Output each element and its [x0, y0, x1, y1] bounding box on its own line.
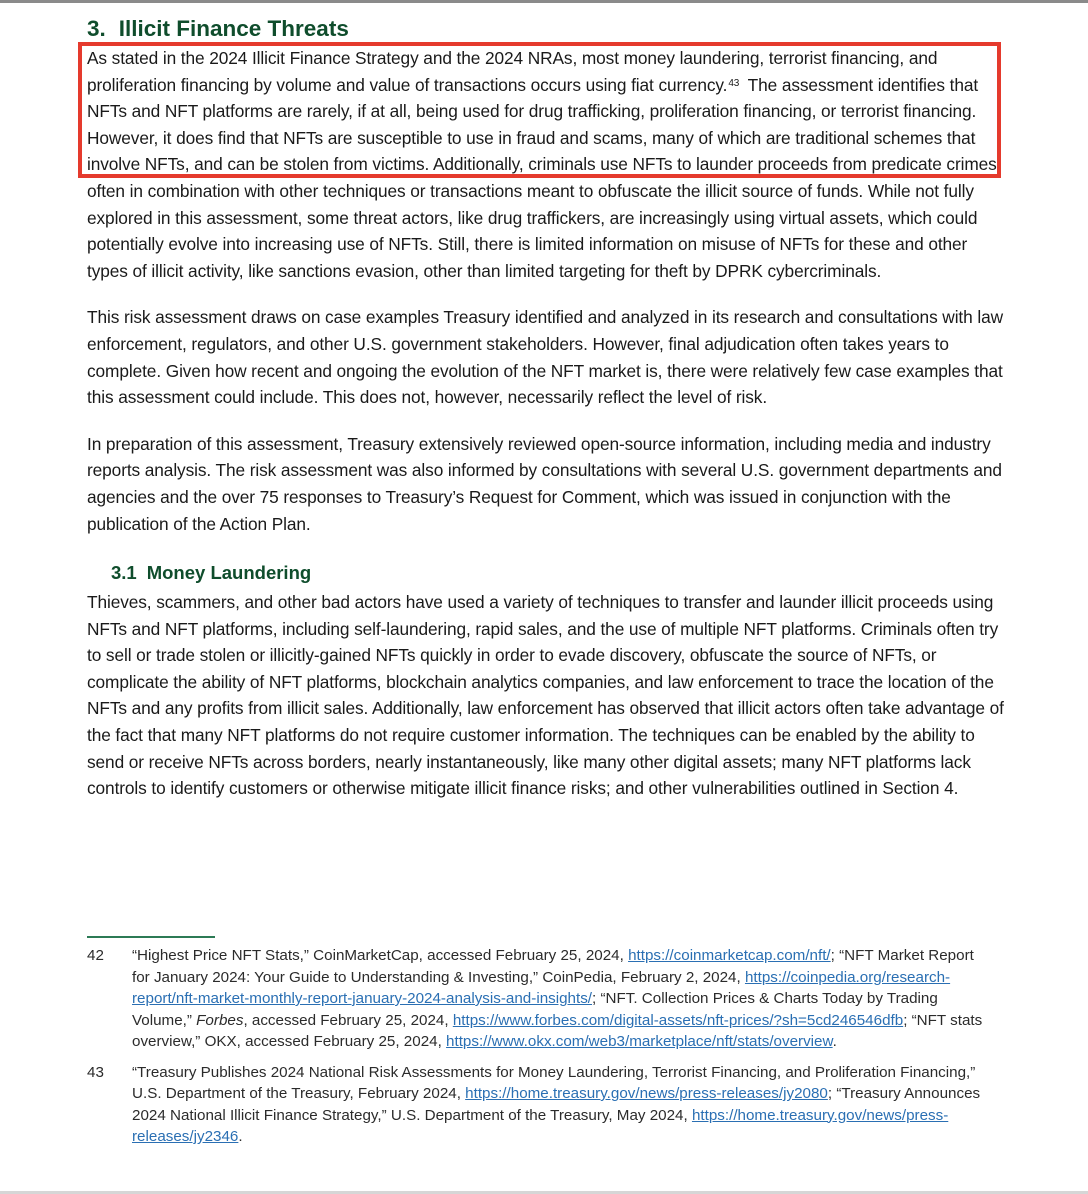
footnote-italic: Forbes	[196, 1011, 244, 1029]
section-heading	[87, 14, 1012, 44]
subsection-title: Money Laundering	[146, 562, 312, 584]
footnote-text-part: .	[832, 1033, 837, 1050]
section-title: Illicit Finance Threats	[118, 16, 349, 41]
footnote-number: 42	[87, 947, 104, 964]
footnote-text-part: “Treasury Publishes 2024 National Risk Assessments for Money Laundering, Terrorist Financing, and Proliferation Financing,” U.S. Department of the Treasury, February 2024,	[132, 1063, 976, 1102]
paragraph-1-text-a: As stated in the 2024 Illicit Finance Strategy and the 2024 NRAs, most money laundering, terrorist financing, and proliferation financing by volume and value of transactions occurs using fiat currency.	[87, 48, 938, 95]
footnote-divider	[87, 936, 215, 938]
footnote-text-part: ; “Treasury Announces 2024 National Illicit Finance Strategy,” U.S. Department of the Treasury, May 2024,	[132, 1085, 981, 1124]
footnote-text	[132, 1062, 987, 1148]
highlight-box	[78, 42, 1001, 178]
link-coinmarketcap[interactable]: https://coinmarketcap.com/nft/	[628, 947, 831, 964]
paragraph-3: In preparation of this assessment, Treasury extensively reviewed open-source information, including media and industry reports analysis. The risk assessment was also informed by consultations with several U.S. government departments and agencies and the over 75 responses to Treasury’s Request for Comment, which was issued in conjunction with the publication of the Action Plan.	[87, 433, 1002, 534]
paragraph-2: This risk assessment draws on case examples Treasury identified and analyzed in its research and consultations with law enforcement, regulators, and other U.S. government stakeholders. However, final adjudication often takes years to complete. Given how recent and ongoing the evolution of the NFT market is, there were relatively few case examples that this assessment could include. This does not, however, necessarily reflect the level of risk.	[87, 307, 1003, 408]
footnote-text-part: ; “NFT stats overview,” OKX, accessed February 25, 2024,	[132, 1011, 983, 1050]
footnote-text-part: ; “NFT. Collection Prices & Charts Today by Trading Volume,”	[132, 990, 938, 1029]
link-forbes[interactable]: https://www.forbes.com/digital-assets/nft-prices/?sh=5cd246546dfb	[452, 1011, 904, 1029]
footnote-text	[132, 945, 987, 1053]
footnotes	[87, 945, 987, 1148]
footnote-number: 43	[87, 1063, 104, 1081]
footnote-ref-43[interactable]: 43	[728, 77, 740, 89]
footnote-43	[87, 1062, 987, 1148]
paragraph-4: Thieves, scammers, and other bad actors have used a variety of techniques to transfer and launder illicit proceeds using NFTs and NFT platforms, including self-laundering, rapid sales, and the use of multiple NFT platforms. Criminals often try to sell or trade stolen or illicitly-gained NFTs quickly in order to evade discovery, obfuscate the source of NFTs, or complicate the ability of NFT platforms, blockchain analytics companies, and law enforcement to trace the location of the NFTs and any profits from illicit sales. Additionally, law enforcement has observed that illicit actors often take advantage of the fact that many NFT platforms do not require customer information. The techniques can be enabled by the ability to send or receive NFTs across borders, nearly instantaneously, like many other digital assets; many NFT platforms lack controls to identify customers or otherwise mitigate illicit finance risks; and other vulnerabilities outlined in Section 4.	[87, 592, 1004, 799]
footnote-42	[87, 945, 987, 1053]
subsection-number: 3.1	[111, 562, 137, 584]
section-number: 3.	[87, 16, 106, 41]
footnote-text-part: ; “NFT Market Report for January 2024: Your Guide to Understanding & Investing,” CoinPedia, February 2, 2024,	[132, 947, 974, 986]
link-treasury-jy2080[interactable]: https://home.treasury.gov/news/press-releases/jy2080	[465, 1085, 828, 1102]
footnote-text-part: .	[238, 1128, 243, 1145]
footnote-text-part: , accessed February 25, 2024,	[243, 1011, 453, 1029]
link-coinpedia[interactable]: https://coinpedia.org/research-report/nft-market-monthly-report-january-2024-analysis-and-insights/	[132, 968, 951, 1007]
link-okx[interactable]: https://www.okx.com/web3/marketplace/nft/stats/overview	[446, 1033, 833, 1050]
footnote-text-part: “Highest Price NFT Stats,” CoinMarketCap, accessed February 25, 2024,	[132, 947, 629, 964]
subsection-heading	[111, 559, 1012, 587]
top-border	[0, 0, 1088, 3]
link-treasury-jy2346[interactable]: https://home.treasury.gov/news/press-releases/jy2346	[132, 1106, 949, 1145]
paragraph-1-text-b: The assessment identifies that NFTs and NFT platforms are rarely, if at all, being used for drug trafficking, proliferation financing, or terrorist financing. However, it does find that NFTs are susceptible to use in fraud and scams, many of which are traditional schemes that involve NFTs, and can be stolen from victims. Additionally, criminals use NFTs to launder proceeds from predicate crimes often in combination with other techniques or transactions meant to obfuscate the illicit source of funds. While not fully explored in this assessment, some threat actors, like drug traffickers, are increasingly using virtual assets, which could potentially evolve into increasing use of NFTs. Still, there is limited information on misuse of NFTs for these and other types of illicit activity, like sanctions evasion, other than limited targeting for theft by DPRK cybercriminals.	[87, 74, 997, 281]
